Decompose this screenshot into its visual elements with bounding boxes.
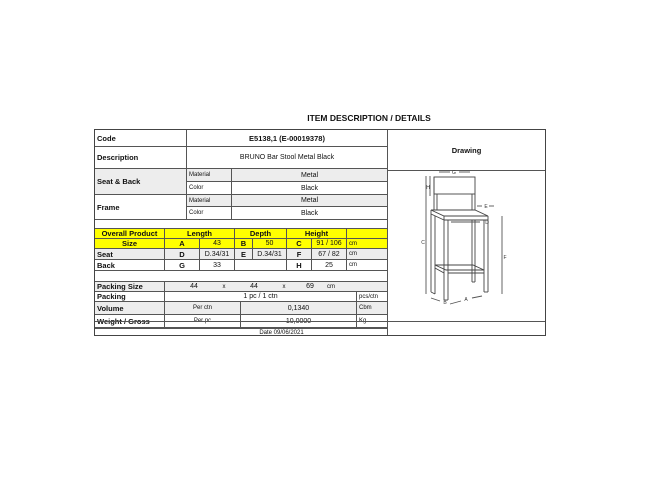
volume-label: Volume bbox=[95, 302, 165, 314]
packing-size-values bbox=[165, 282, 387, 291]
label-b: B bbox=[443, 300, 447, 306]
back-dims-label: Back bbox=[95, 260, 165, 270]
label-g: G bbox=[452, 170, 456, 176]
packing-unit: cm bbox=[327, 283, 335, 290]
frame-color-row bbox=[187, 207, 387, 220]
description-label: Description bbox=[95, 147, 187, 168]
seat-back-material-value: Metal bbox=[300, 171, 319, 179]
packing-value: 1 pc / 1 ctn bbox=[165, 292, 357, 301]
page-title: ITEM DESCRIPTION / DETAILS bbox=[307, 113, 431, 123]
height-header: Height bbox=[287, 229, 347, 238]
item-details-sheet bbox=[94, 129, 546, 336]
packing-label: Packing bbox=[95, 292, 165, 301]
value-f: 67 / 82 bbox=[312, 249, 347, 259]
spacer-row bbox=[95, 220, 387, 229]
frame-group bbox=[95, 195, 387, 220]
weight-unit: Kg bbox=[359, 318, 367, 324]
seat-back-group bbox=[95, 169, 387, 195]
seat-back-color-label: Color bbox=[187, 182, 232, 194]
seat-back-label: Seat & Back bbox=[95, 169, 187, 195]
empty-cell bbox=[235, 260, 287, 270]
value-d: D.34/31 bbox=[200, 249, 235, 259]
packing-x-2: x bbox=[282, 283, 286, 290]
drawing-panel bbox=[388, 130, 545, 335]
frame-color-value: Black bbox=[300, 209, 319, 217]
code-row bbox=[95, 130, 387, 147]
value-e: D.34/31 bbox=[253, 249, 287, 259]
back-dims-row bbox=[95, 260, 387, 271]
details-table bbox=[95, 130, 388, 335]
label-h: H bbox=[426, 185, 430, 191]
frame-material-value: Metal bbox=[300, 197, 319, 204]
key-g: G bbox=[165, 260, 200, 270]
label-a: A bbox=[464, 297, 468, 303]
code-label: Code bbox=[95, 130, 187, 146]
seat-dims-label: Seat bbox=[95, 249, 165, 259]
depth-header: Depth bbox=[235, 229, 287, 238]
weight-basis: Per pc bbox=[165, 315, 241, 327]
packing-x-1: x bbox=[222, 283, 226, 290]
drawing-title: Drawing bbox=[388, 130, 545, 171]
label-d: D bbox=[485, 220, 489, 226]
packing-size-label: Packing Size bbox=[95, 282, 165, 291]
frame-label: Frame bbox=[95, 195, 187, 220]
description-row bbox=[95, 147, 387, 169]
key-f: F bbox=[287, 249, 312, 259]
packing-height: 69 bbox=[306, 283, 314, 290]
key-b: B bbox=[235, 239, 253, 248]
bar-stool-diagram-icon bbox=[388, 170, 545, 321]
packing-unit-label: pcs/ctn bbox=[359, 293, 379, 300]
seat-dims-row bbox=[95, 249, 387, 260]
weight-value: 10,0000 bbox=[241, 315, 357, 327]
overall-size-label-1: Overall Product bbox=[95, 229, 165, 238]
key-a: A bbox=[165, 239, 200, 248]
value-c: 91 / 106 bbox=[312, 239, 347, 248]
volume-basis: Per ctn bbox=[165, 302, 241, 314]
seat-back-material-row bbox=[187, 169, 387, 182]
description-value: BRUNO Bar Stool Metal Black bbox=[239, 154, 335, 161]
date-stamp: Date 09/06/2021 bbox=[95, 328, 388, 337]
overall-size-row bbox=[95, 239, 387, 249]
seat-back-color-value: Black bbox=[300, 184, 319, 192]
value-a: 43 bbox=[200, 239, 235, 248]
frame-color-label: Color bbox=[187, 207, 232, 219]
frame-material-row bbox=[187, 195, 387, 207]
dimensions-header-row bbox=[95, 229, 387, 239]
overall-size-label-2: Size bbox=[95, 239, 165, 248]
label-e: E bbox=[484, 204, 488, 210]
unit-header bbox=[347, 229, 387, 238]
packing-row bbox=[95, 292, 387, 302]
frame-material-label: Material bbox=[187, 195, 232, 206]
key-d: D bbox=[165, 249, 200, 259]
key-c: C bbox=[287, 239, 312, 248]
value-b: 50 bbox=[253, 239, 287, 248]
seat-back-color-row bbox=[187, 182, 387, 195]
packing-length: 44 bbox=[190, 283, 198, 290]
unit-f: cm bbox=[349, 251, 357, 257]
volume-value: 0,1340 bbox=[241, 302, 357, 314]
packing-size-row bbox=[95, 282, 387, 292]
code-value: E5138,1 (E-00019378) bbox=[249, 133, 325, 143]
key-h: H bbox=[287, 260, 312, 270]
label-c: C bbox=[421, 240, 425, 246]
stool-drawing bbox=[388, 170, 545, 321]
value-g: 33 bbox=[200, 260, 235, 270]
spacer-row-2 bbox=[95, 271, 387, 282]
seat-back-material-label: Material bbox=[187, 169, 232, 181]
weight-label: Weight / Gross bbox=[95, 315, 165, 327]
length-header: Length bbox=[165, 229, 235, 238]
unit-h: cm bbox=[349, 262, 357, 268]
volume-unit: Cbm bbox=[359, 305, 372, 311]
key-e: E bbox=[235, 249, 253, 259]
unit-c: cm bbox=[349, 240, 357, 247]
label-f: F bbox=[503, 255, 507, 261]
volume-row bbox=[95, 302, 387, 315]
value-h: 25 bbox=[312, 260, 347, 270]
packing-width: 44 bbox=[250, 283, 258, 290]
